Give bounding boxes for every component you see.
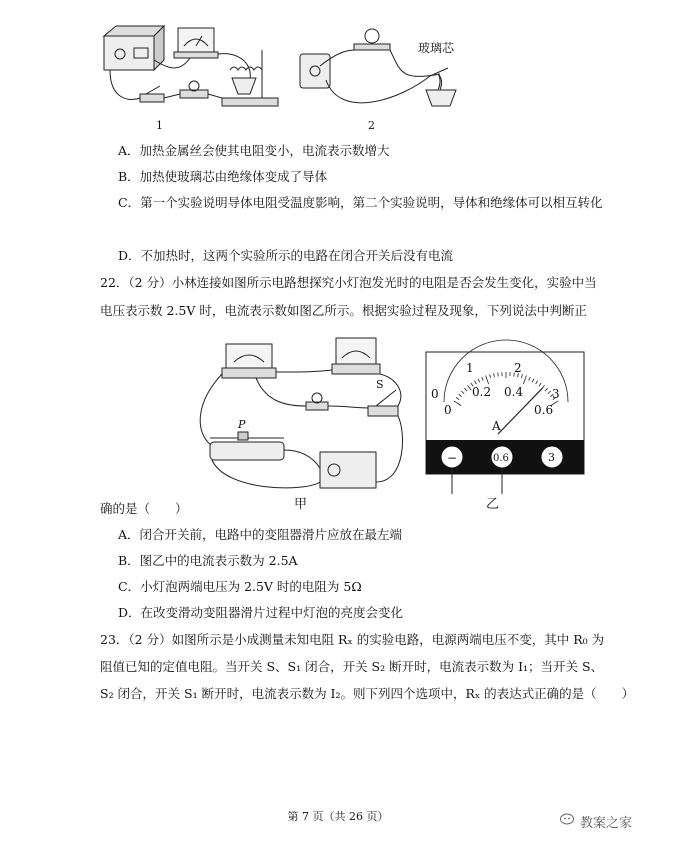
page-footer: 第 7 页（共 26 页）: [287, 810, 389, 823]
slider-label-p: P: [238, 418, 246, 431]
scale-top-1: 1: [466, 361, 474, 375]
q22-stem-line1: 22．（2 分）小林连接如图所示电路想探究小灯泡发光时的电阻是否会发生变化，实验中当: [100, 275, 597, 290]
experiment-1-label: 1: [156, 119, 163, 132]
glass-core-label: 玻璃芯: [418, 41, 455, 55]
watermark: [560, 812, 632, 831]
q22-option-c: C．小灯泡两端电压为 2.5V 时的电阻为 5Ω: [118, 579, 362, 594]
q21-option-b: B．加热使玻璃芯由绝缘体变成了导体: [118, 169, 328, 184]
scale-bottom-0.6: 0.6: [534, 403, 554, 417]
q23-line1: 23．（2 分）如图所示是小成测量未知电阻 Rₓ 的实验电路，电源两端电压不变，其中 R₀ 为: [100, 632, 605, 647]
experiment-2-label: 2: [368, 119, 375, 132]
scale-top-2: 2: [514, 361, 522, 375]
scale-top-0: 0: [431, 387, 439, 401]
figure-label-yi: 乙: [486, 497, 500, 512]
scale-bottom-0.2: 0.2: [472, 385, 492, 399]
ammeter-tick: [498, 373, 499, 377]
scale-bottom-0.4: 0.4: [504, 385, 524, 399]
watermark-text: 教案之家: [580, 816, 633, 831]
terminal-0.6-label: 0.6: [493, 453, 509, 464]
q22-option-a: A．闭合开关前，电路中的变阻器滑片应放在最左端: [118, 527, 403, 542]
figure-experiments-1-2: [100, 10, 480, 135]
switch-label-s: S: [376, 378, 384, 391]
terminal-neg-label: −: [447, 451, 458, 465]
terminal-3-label: 3: [548, 451, 555, 464]
q22-option-b: B．图乙中的电流表示数为 2.5A: [118, 553, 298, 568]
q23-line2: 阻值已知的定值电阻。当开关 S、S₁ 闭合，开关 S₂ 断开时，电流表示数为 I₁；当开关 S、: [100, 659, 604, 674]
q22-option-d: D．在改变滑动变阻器滑片过程中灯泡的亮度会变化: [118, 605, 404, 620]
ammeter-dial-yi: [426, 340, 584, 494]
figure-label-jia: 甲: [294, 497, 308, 512]
q21-option-c: C．第一个实验说明导体电阻受温度影响，第二个实验说明，导体和绝缘体可以相互转化: [118, 195, 603, 210]
experiment-1-diagram: [104, 26, 278, 106]
q23-line3: S₂ 闭合，开关 S₁ 断开时，电流表示数为 I₂。则下列四个选项中，Rₓ 的表达式正确的是（ ）: [100, 686, 635, 701]
scale-bottom-0: 0: [444, 403, 452, 417]
q22-stem-line2: 电压表示数 2.5V 时，电流表示数如图乙所示。根据实验过程及现象，下列说法中判断正: [100, 303, 587, 318]
q22-stem-line3: 确的是（ ）: [100, 501, 188, 516]
circuit-diagram-jia: [200, 338, 402, 488]
figure-q22: [196, 322, 586, 516]
q21-option-a: A．加热金属丝会使其电阻变小，电流表示数增大: [118, 143, 390, 158]
ammeter-unit: A: [492, 419, 501, 433]
wechat-icon: [560, 813, 576, 831]
q21-option-d: D．不加热时，这两个实验所示的电路在闭合开关后没有电流: [118, 248, 454, 263]
scale-top-3: 3: [552, 387, 560, 401]
